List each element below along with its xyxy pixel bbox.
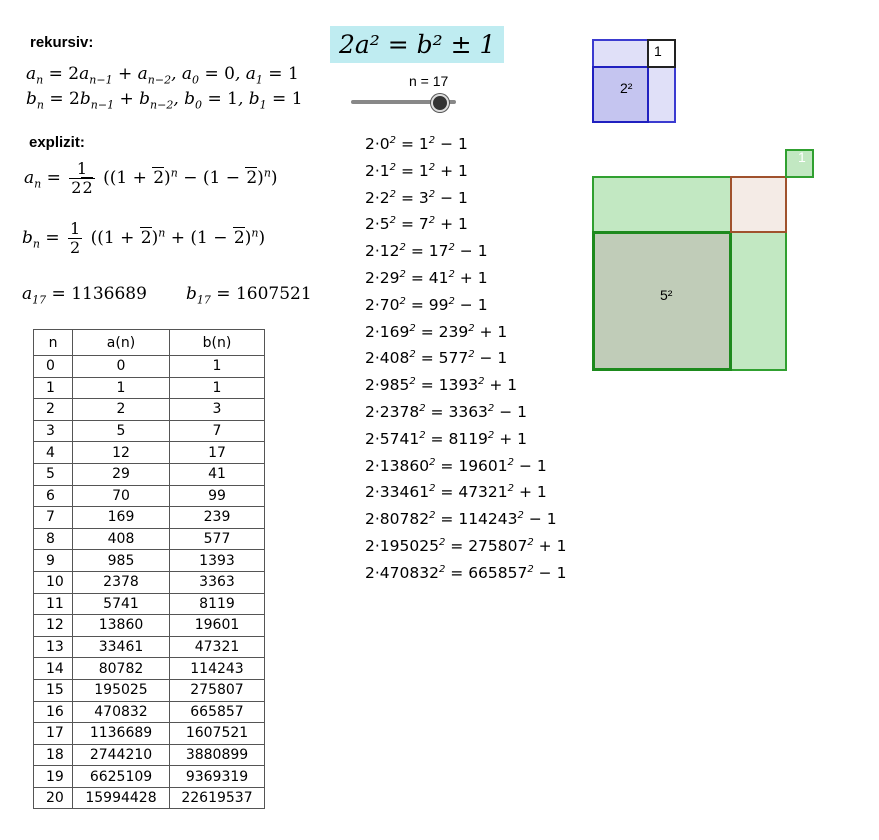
equation-line: $2\cdot 13860^2 = 19601^2 - 1$ xyxy=(365,456,547,475)
table-row xyxy=(34,442,265,464)
cell-n: 19 xyxy=(34,766,73,788)
table-row xyxy=(34,550,265,572)
cell-b: 3 xyxy=(170,399,265,421)
cell-b: 19601 xyxy=(170,615,265,637)
equation-line: $2\cdot 0^2 = 1^2 - 1$ xyxy=(365,135,468,154)
table-row xyxy=(34,356,265,378)
cell-n: 13 xyxy=(34,636,73,658)
cell-n: 17 xyxy=(34,723,73,745)
column-header-b: b(n) xyxy=(170,330,265,356)
middle-square-large xyxy=(730,176,787,233)
slider-label: n = 17 xyxy=(409,73,449,89)
table-row xyxy=(34,528,265,550)
equation-line: $2\cdot 2378^2 = 3363^2 - 1$ xyxy=(365,402,528,422)
title-equation: 2a² = b² ± 1 xyxy=(330,26,504,63)
equation-line: $2\cdot 5^2 = 7^2 + 1$ xyxy=(365,215,468,234)
cell-b: 239 xyxy=(170,507,265,529)
explicit-a-formula: $a_n$ = $\frac{1}{22}$ $((1 + 2)^n - (1 - 2)^n)$ xyxy=(24,159,278,197)
cell-b: 275807 xyxy=(170,679,265,701)
table-row xyxy=(34,766,265,788)
equation-line: $2\cdot 33461^2 = 47321^2 + 1$ xyxy=(365,483,547,502)
equation-line: $2\cdot 80782^2 = 114243^2 - 1$ xyxy=(365,510,557,529)
table-row xyxy=(34,679,265,701)
equation-line: $2\cdot 2^2 = 3^2 - 1$ xyxy=(365,188,468,207)
cell-n: 5 xyxy=(34,463,73,485)
cell-a: 12 xyxy=(73,442,170,464)
cell-a: 2 xyxy=(73,399,170,421)
cell-b: 7 xyxy=(170,420,265,442)
cell-b: 22619537 xyxy=(170,787,265,809)
equation-line: $2\cdot 408^2 = 577^2 - 1$ xyxy=(365,349,508,368)
equation-line: $2\cdot 5741^2 = 8119^2 + 1$ xyxy=(365,429,528,448)
cell-n: 8 xyxy=(34,528,73,550)
table-header-row xyxy=(34,330,265,356)
cell-b: 9369319 xyxy=(170,766,265,788)
equation-line: $2\cdot 169^2 = 239^2 + 1$ xyxy=(365,322,508,341)
unit-label-large: 1 xyxy=(798,149,806,165)
table-row xyxy=(34,787,265,809)
cell-b: 3880899 xyxy=(170,744,265,766)
table-row xyxy=(34,723,265,745)
table-row xyxy=(34,744,265,766)
cell-b: 1 xyxy=(170,377,265,399)
cell-a: 29 xyxy=(73,463,170,485)
table-row xyxy=(34,593,265,615)
cell-a: 470832 xyxy=(73,701,170,723)
cell-b: 1393 xyxy=(170,550,265,572)
cell-b: 41 xyxy=(170,463,265,485)
cell-n: 4 xyxy=(34,442,73,464)
cell-a: 1136689 xyxy=(73,723,170,745)
cell-n: 12 xyxy=(34,615,73,637)
explicit-b-formula: $b_n$ = $\frac{1}{2}$ $((1 + 2)^n + (1 - 2)^n)$ xyxy=(22,219,266,257)
cell-n: 11 xyxy=(34,593,73,615)
cell-n: 3 xyxy=(34,420,73,442)
b-current-value: $b_{17} = 1607521$ xyxy=(186,284,312,307)
table-row xyxy=(34,485,265,507)
cell-n: 18 xyxy=(34,744,73,766)
table-row xyxy=(34,701,265,723)
cell-n: 16 xyxy=(34,701,73,723)
cell-n: 1 xyxy=(34,377,73,399)
cell-a: 13860 xyxy=(73,615,170,637)
table-row xyxy=(34,615,265,637)
cell-a: 5 xyxy=(73,420,170,442)
table-row xyxy=(34,377,265,399)
table-row xyxy=(34,571,265,593)
cell-a: 408 xyxy=(73,528,170,550)
cell-b: 3363 xyxy=(170,571,265,593)
recursive-a-formula: $a_n = 2a_{n-1} + a_{n-2}$, $a_0 = 0$, $a_1 = 1$ xyxy=(26,64,299,87)
cell-a: 15994428 xyxy=(73,787,170,809)
cell-a: 2378 xyxy=(73,571,170,593)
unit-label-small: 1 xyxy=(654,43,662,59)
table-row xyxy=(34,399,265,421)
cell-b: 577 xyxy=(170,528,265,550)
cell-n: 7 xyxy=(34,507,73,529)
explicit-heading: explizit: xyxy=(29,134,85,151)
equation-line: $2\cdot 470832^2 = 665857^2 - 1$ xyxy=(365,563,567,582)
cell-a: 70 xyxy=(73,485,170,507)
cell-a: 80782 xyxy=(73,658,170,680)
cell-b: 17 xyxy=(170,442,265,464)
cell-b: 1 xyxy=(170,356,265,378)
big-label-large: 5² xyxy=(660,287,673,303)
cell-n: 10 xyxy=(34,571,73,593)
equation-line: $2\cdot 985^2 = 1393^2 + 1$ xyxy=(365,376,518,395)
table-row xyxy=(34,463,265,485)
slider-handle[interactable] xyxy=(431,94,449,112)
cell-a: 1 xyxy=(73,377,170,399)
cell-a: 985 xyxy=(73,550,170,572)
recursive-b-formula: $b_n = 2b_{n-1} + b_{n-2}$, $b_0 = 1$, $b_1 = 1$ xyxy=(26,89,303,112)
cell-n: 15 xyxy=(34,679,73,701)
cell-b: 47321 xyxy=(170,636,265,658)
equation-line: $2\cdot 70^2 = 99^2 - 1$ xyxy=(365,295,488,314)
cell-a: 33461 xyxy=(73,636,170,658)
recursive-heading: rekursiv: xyxy=(30,34,94,51)
cell-a: 195025 xyxy=(73,679,170,701)
cell-n: 20 xyxy=(34,787,73,809)
cell-b: 99 xyxy=(170,485,265,507)
equation-line: $2\cdot 29^2 = 41^2 + 1$ xyxy=(365,268,488,288)
table-row xyxy=(34,636,265,658)
cell-n: 9 xyxy=(34,550,73,572)
cell-n: 6 xyxy=(34,485,73,507)
cell-b: 1607521 xyxy=(170,723,265,745)
equation-line: $2\cdot 12^2 = 17^2 - 1$ xyxy=(365,242,488,261)
equation-list xyxy=(365,135,566,591)
big-label-small: 2² xyxy=(620,80,633,96)
table-row xyxy=(34,420,265,442)
equation-line: $2\cdot 195025^2 = 275807^2 + 1$ xyxy=(365,536,567,556)
table-row xyxy=(34,507,265,529)
a-current-value: $a_{17} = 1136689$ xyxy=(22,284,147,307)
equation-line: $2\cdot 1^2 = 1^2 + 1$ xyxy=(365,161,468,180)
cell-b: 665857 xyxy=(170,701,265,723)
cell-a: 169 xyxy=(73,507,170,529)
cell-n: 0 xyxy=(34,356,73,378)
column-header-n: n xyxy=(34,330,73,356)
cell-n: 14 xyxy=(34,658,73,680)
cell-a: 0 xyxy=(73,356,170,378)
cell-a: 5741 xyxy=(73,593,170,615)
cell-n: 2 xyxy=(34,399,73,421)
cell-b: 8119 xyxy=(170,593,265,615)
column-header-a: a(n) xyxy=(73,330,170,356)
values-table xyxy=(33,329,265,809)
cell-a: 2744210 xyxy=(73,744,170,766)
cell-b: 114243 xyxy=(170,658,265,680)
cell-a: 6625109 xyxy=(73,766,170,788)
table-row xyxy=(34,658,265,680)
